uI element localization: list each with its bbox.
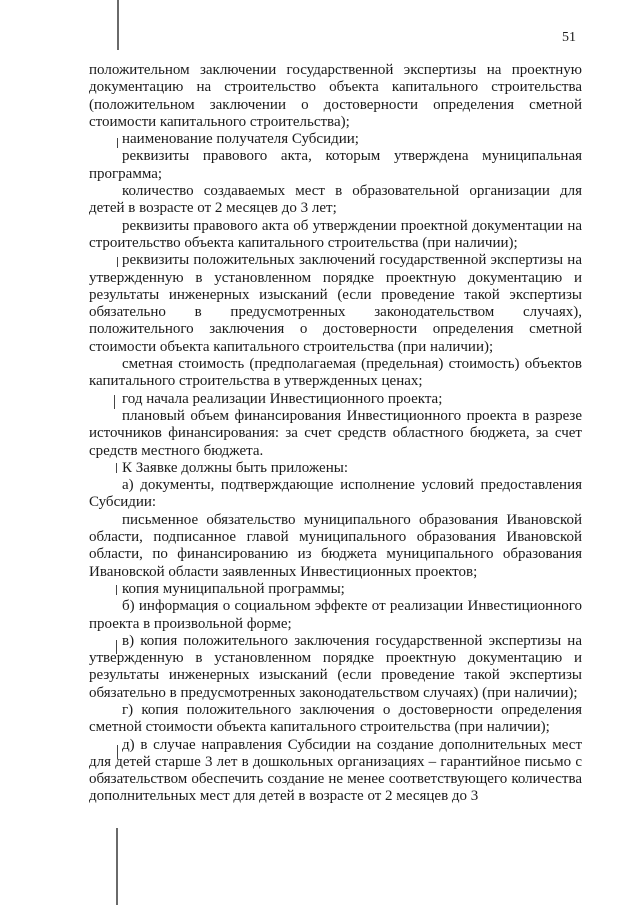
paragraph: в) копия положительного заключения государственной экспертизы на утвержденную в установленном порядке проектную документацию и результаты инженерных изысканий (если проведение такой экспертизы обязательно в предусмотренных законодательством случаях) (при наличии); xyxy=(89,632,582,701)
paragraph: г) копия положительного заключения о достоверности определения сметной стоимости объекта капитального строительства (при наличии); xyxy=(89,701,582,736)
paragraph: плановый объем финансирования Инвестиционного проекта в разрезе источников финансирования: за счет средств областного бюджета, за счет средств местного бюджета. xyxy=(89,407,582,459)
page-number: 51 xyxy=(562,30,576,45)
paragraph: копия муниципальной программы; xyxy=(122,580,345,597)
paragraph: а) документы, подтверждающие исполнение условий предоставления Субсидии: xyxy=(89,477,582,511)
paragraph: б) информация о социальном эффекте от реализации Инвестиционного проекта в произвольной форме; xyxy=(89,598,582,632)
paragraph: К Заявке должны быть приложены: xyxy=(122,459,348,476)
paragraph: реквизиты положительных заключений государственной экспертизы на утвержденную в установленном порядке проектную документацию и результаты инженерных изысканий (если проведение такой экспертизы обязательно в предусмотренных законодательством случаях), положительного заключения о достоверности определения сметной стоимости объекта капитального строительства (при наличии); xyxy=(89,252,582,355)
paragraph: письменное обязательство муниципального образования Ивановской области, подписанное главой муниципального образования Ивановской области, по финансированию из бюджета муниципального образования Ивановской области заявленных Инвестиционных проектов; xyxy=(89,511,582,580)
paragraph: д) в случае направления Субсидии на создание дополнительных мест для детей старше 3 лет в дошкольных организациях – гарантийное письмо с обязательством обеспечить создание не менее соответствующего количества дополнительных мест для детей в возрасте от 2 месяцев до 3 xyxy=(89,736,582,805)
paragraph: реквизиты правового акта об утверждении проектной документации на строительство объекта капитального строительства (при наличии); xyxy=(89,217,582,251)
paragraph: количество создаваемых мест в образовательной организации для детей в возрасте от 2 месяцев до 3 лет; xyxy=(89,183,582,217)
paragraph: наименование получателя Субсидии; xyxy=(122,131,359,148)
paragraph: сметная стоимость (предполагаемая (предельная) стоимость) объектов капитального строительства в утвержденных ценах; xyxy=(89,356,582,390)
paragraph: год начала реализации Инвестиционного проекта; xyxy=(122,390,443,407)
scan-edge-line-top xyxy=(117,0,119,50)
paragraph: положительном заключении государственной экспертизы на проектную документацию на строительство объекта капитального строительства (положительном заключении о достоверности определения сметной стоимости капитального строительства); xyxy=(89,62,582,130)
paragraph: реквизиты правового акта, которым утверждена муниципальная программа; xyxy=(89,148,582,182)
document-body xyxy=(89,62,582,806)
scan-edge-line-bottom xyxy=(116,828,118,905)
